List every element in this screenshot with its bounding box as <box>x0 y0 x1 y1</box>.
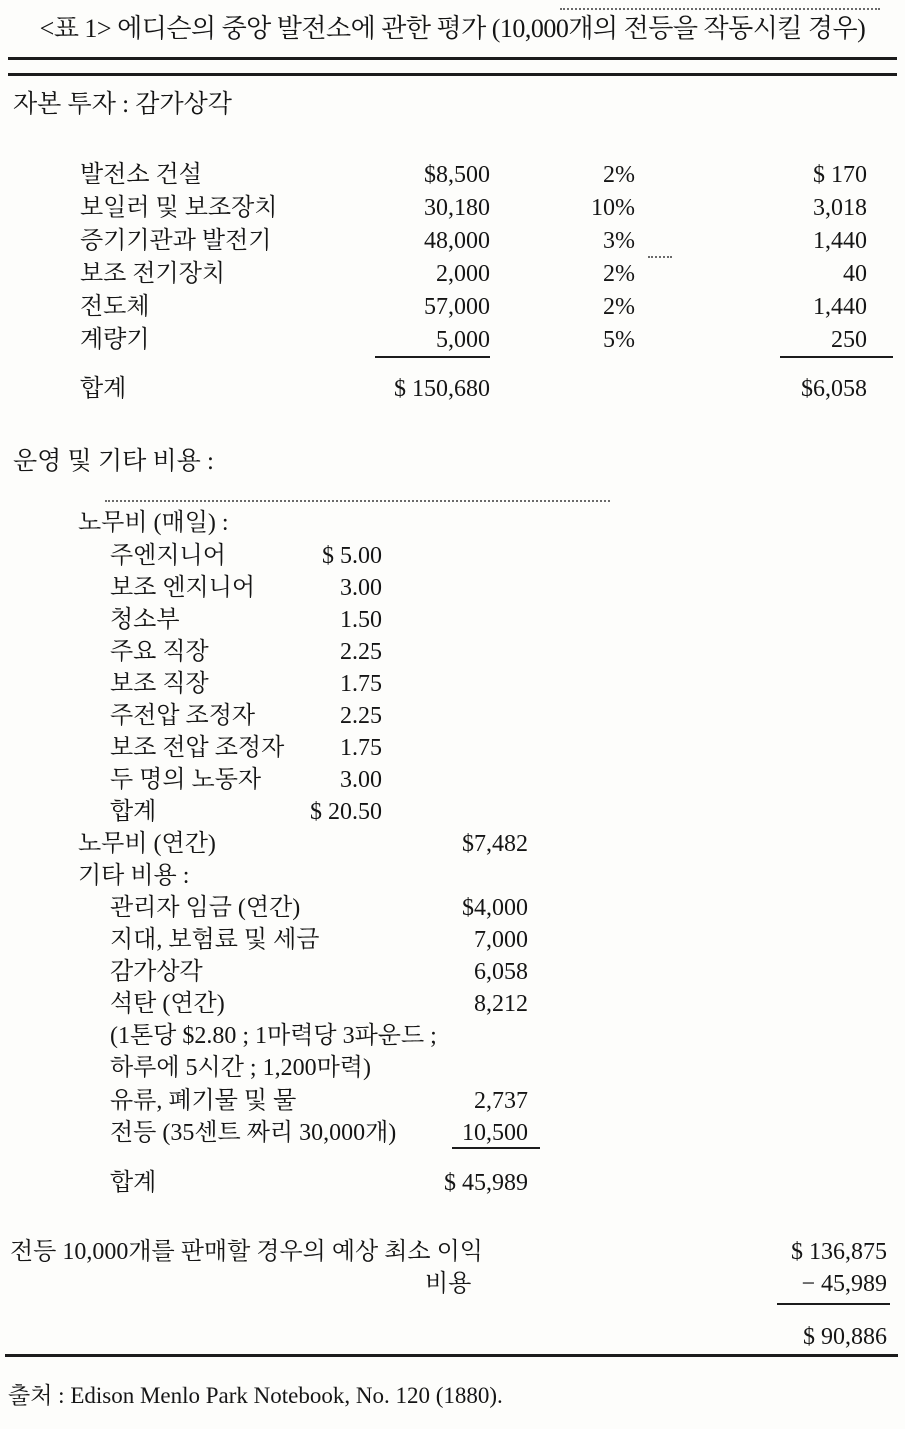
row-label: 보조 엔지니어 <box>110 575 256 601</box>
row-label: 감가상각 <box>110 959 203 985</box>
note-text: 하루에 5시간 ; 1,200마력) <box>110 1055 371 1081</box>
top-double-rule-upper <box>8 57 897 60</box>
net-profit-rule <box>777 1303 890 1305</box>
row-label: 증기기관과 발전기 <box>80 228 272 254</box>
row-value: 2.25 <box>340 639 382 665</box>
note-text: (1톤당 $2.80 ; 1마력당 3파운드 ; <box>110 1023 437 1049</box>
row-depreciation: 40 <box>843 261 867 287</box>
row-label: 보조 전압 조정자 <box>110 735 285 761</box>
row-label: 관리자 임금 (연간) <box>110 895 301 921</box>
total-label: 합계 <box>110 1170 157 1196</box>
scan-artifact-dotted-line <box>648 256 672 258</box>
row-rate: 10% <box>591 195 635 221</box>
row-label: 전등 (35센트 짜리 30,000개) <box>110 1120 397 1146</box>
row-rate: 3% <box>603 228 635 254</box>
row-value: 2,737 <box>474 1088 528 1114</box>
row-value: $4,000 <box>462 895 528 921</box>
row-label: 석탄 (연간) <box>110 991 225 1017</box>
total-value: $ 45,989 <box>444 1170 528 1196</box>
row-amount: 5,000 <box>436 327 490 353</box>
row-depreciation: 250 <box>831 327 867 353</box>
scan-artifact-dotted-line <box>560 8 880 10</box>
top-double-rule-lower <box>8 73 897 76</box>
row-label: 주전압 조정자 <box>110 703 256 729</box>
bottom-rule <box>5 1354 898 1357</box>
row-value: 7,000 <box>474 927 528 953</box>
capital-section-heading: 자본 투자 : 감가상각 <box>13 91 232 118</box>
cost-label: 비용 <box>425 1271 472 1297</box>
row-value: 3.00 <box>340 767 382 793</box>
row-rate: 5% <box>603 327 635 353</box>
row-value: 1.50 <box>340 607 382 633</box>
row-value: 3.00 <box>340 575 382 601</box>
row-label: 보일러 및 보조장치 <box>80 195 278 221</box>
row-amount: 48,000 <box>424 228 490 254</box>
row-value: 8,212 <box>474 991 528 1017</box>
row-label: 유류, 폐기물 및 물 <box>110 1088 297 1114</box>
row-amount: 57,000 <box>424 294 490 320</box>
row-depreciation: 1,440 <box>813 228 867 254</box>
row-label: 합계 <box>110 799 157 825</box>
row-rate: 2% <box>603 294 635 320</box>
row-depreciation: $ 170 <box>813 162 867 188</box>
row-label: 발전소 건설 <box>80 162 202 188</box>
row-depreciation: 1,440 <box>813 294 867 320</box>
cost-value: − 45,989 <box>801 1271 887 1297</box>
row-value: $7,482 <box>462 831 528 857</box>
row-label: 주엔지니어 <box>110 543 226 569</box>
row-label: 전도체 <box>80 294 150 320</box>
row-value: $ 20.50 <box>310 799 382 825</box>
total-depreciation: $6,058 <box>801 376 867 402</box>
row-value: $ 5.00 <box>322 543 382 569</box>
row-value: 6,058 <box>474 959 528 985</box>
revenue-label: 전등 10,000개를 판매할 경우의 예상 최소 이익 <box>10 1239 483 1265</box>
row-amount: 30,180 <box>424 195 490 221</box>
row-label: 보조 직장 <box>110 671 209 697</box>
subtotal-rule-operating <box>452 1147 540 1149</box>
row-value: 10,500 <box>462 1120 528 1146</box>
scanned-document-page: <표 1> 에디슨의 중앙 발전소에 관한 평가 (10,000개의 전등을 작동시킬 경우) 자본 투자 : 감가상각 발전소 건설 $8,500 2% $ 170 보일러 및 보조장치 30,180 10% 3,018 증기기관과 발전기 48,000 3% 1,440 보조 전기장치 2,000 2% 40 전도체 57,000 2% 1,440 계량기 5,000 5% 250 합계 $ 150,680 $6,058 운영 및 기타 비용 : 노무비 (매일) : 주엔지니어 $ 5.00 보조 엔지니어 3.00 청소부 1.50 주요 직장 2.25 보조 직장 1.75 주전압 조정자 2.25 보조 전압 조정자 1.75 두 명의 노동자 3.00 합계 $ 20.50 노무비 (연간) $7,482 기타 비용 : 관리자 임금 (연간) $4,000 지대, 보험료 및 세금 7,000 감가상각 6,058 석탄 (연간) 8,212 (1톤당 $2.80 ; 1마력당 3파운드 ; 하루에 5시간 ; 1,200마력) 유류, 폐기물 및 물 2,737 전등 (35센트 짜리 30,000개) 10,500 합계 $ 45,989 전등 10,000개를 판매할 경우의 예상 최소 이익 $ 136,875 비용 − 45,989 $ 90,886 출처 : Edison Menlo Park Notebook, No. 120 (1880). <box>0 0 905 1429</box>
row-label: 보조 전기장치 <box>80 261 226 287</box>
row-label: 계량기 <box>80 327 150 353</box>
row-label: 주요 직장 <box>110 639 209 665</box>
subtotal-rule-depreciation <box>780 356 893 358</box>
operating-section-heading: 운영 및 기타 비용 : <box>13 448 214 475</box>
row-depreciation: 3,018 <box>813 195 867 221</box>
row-value: 1.75 <box>340 735 382 761</box>
row-amount: $8,500 <box>424 162 490 188</box>
row-rate: 2% <box>603 261 635 287</box>
row-rate: 2% <box>603 162 635 188</box>
source-citation: 출처 : Edison Menlo Park Notebook, No. 120 (1880). <box>8 1383 503 1408</box>
scan-artifact-dotted-line <box>105 500 610 502</box>
row-label: 두 명의 노동자 <box>110 767 262 793</box>
net-profit-value: $ 90,886 <box>803 1324 887 1350</box>
subtotal-rule-amount <box>375 356 490 358</box>
row-value: 1.75 <box>340 671 382 697</box>
row-label: 지대, 보험료 및 세금 <box>110 927 320 953</box>
row-value: 2.25 <box>340 703 382 729</box>
row-label: 청소부 <box>110 607 180 633</box>
total-amount: $ 150,680 <box>394 376 490 402</box>
total-label: 합계 <box>80 376 127 402</box>
row-label: 노무비 (연간) <box>78 831 216 857</box>
revenue-value: $ 136,875 <box>791 1239 887 1265</box>
table-title: <표 1> 에디슨의 중앙 발전소에 관한 평가 (10,000개의 전등을 작동시킬 경우) <box>39 14 866 43</box>
row-amount: 2,000 <box>436 261 490 287</box>
